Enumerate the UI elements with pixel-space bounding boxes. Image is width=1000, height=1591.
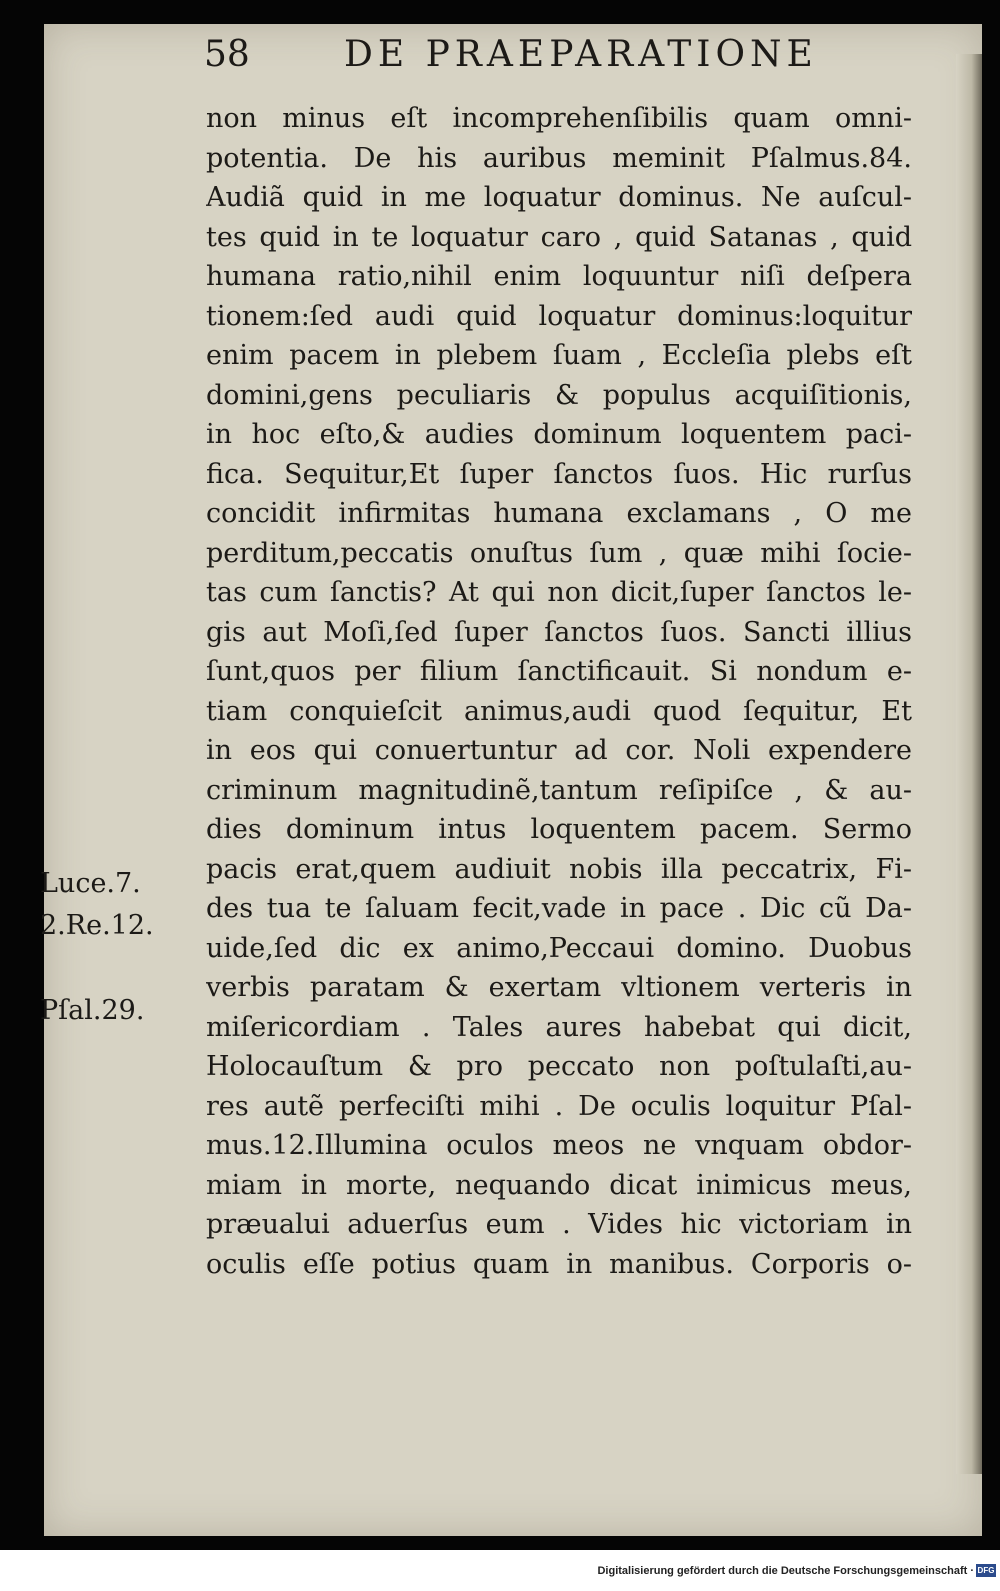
text-line: perditum,peccatis onuſtus ſum , quæ mihi ſocie- — [206, 537, 912, 569]
text-line: præualui aduerſus eum . Vides hic victoriam in — [206, 1209, 912, 1240]
text-line: pacis erat,quem audiuit nobis illa peccatrix, Fi- — [206, 853, 912, 885]
text-line: res autẽ perfeciſti mihi . De oculis loquitur Pſal- — [206, 1090, 912, 1122]
text-line: humana ratio,nihil enim loquuntur niſi deſpera — [206, 261, 912, 292]
text-line: fica. Sequitur,Et ſuper ſanctos ſuos. Hic rurſus — [206, 458, 912, 490]
text-line: miam in morte, nequando dicat inimicus meus, — [206, 1169, 912, 1201]
text-line: verbis paratam & exertam vltionem verteris in — [206, 972, 912, 1003]
text-line: in hoc eſto,& audies dominum loquentem paci- — [206, 419, 912, 450]
text-line: des tua te ſaluam fecit,vade in pace . Dic cũ Da- — [206, 893, 912, 924]
text-line: Audiã quid in me loquatur dominus. Ne auſcul- — [206, 182, 912, 213]
page-number: 58 — [204, 34, 250, 75]
text-line: Holocauſtum & pro peccato non poſtulaſti,au- — [206, 1051, 912, 1082]
text-line: potentia. De his auribus meminit Pſalmus.84. — [206, 142, 912, 174]
text-line: in eos qui conuertuntur ad cor. Noli expendere — [206, 735, 912, 766]
page-edge-shadow — [956, 54, 982, 1474]
text-line: miſericordiam . Tales aures habebat qui dicit, — [206, 1011, 912, 1043]
text-line: criminum magnitudinẽ,tantum reſipiſce , & au- — [206, 774, 912, 806]
page-header — [204, 34, 924, 94]
dfg-logo: DFG — [977, 1566, 995, 1575]
text-line: tionem:ſed audi quid loquatur dominus:loquitur — [206, 300, 912, 332]
text-line: enim pacem in plebem ſuam , Eccleſia plebs eſt — [206, 340, 912, 371]
text-line: oculis eſſe potius quam in manibus. Corporis o- — [206, 1248, 912, 1280]
text-line: uide,ſed dic ex animo,Peccaui domino. Duobus — [206, 932, 912, 964]
body-text — [206, 99, 912, 1284]
margin-note-psalm: Pſal.29. — [40, 995, 145, 1026]
text-line: concidit infirmitas humana exclamans , O me — [206, 498, 912, 529]
text-line: tiam conquieſcit animus,audi quod ſequitur, Et — [206, 695, 912, 727]
running-head: DE PRAEPARATIONE — [344, 34, 818, 75]
text-line: ſunt,quos per filium ſanctificauit. Si nondum e- — [206, 656, 912, 687]
text-line: tes quid in te loquatur caro , quid Satanas , quid — [206, 221, 912, 253]
text-line: mus.12.Illumina oculos meos ne vnquam obdor- — [206, 1130, 912, 1161]
text-line: gis aut Moſi,ſed ſuper ſanctos ſuos. Sancti illius — [206, 616, 912, 648]
funding-credit: Digitalisierung gefördert durch die Deutsche Forschungsgemeinschaft · — [597, 1565, 974, 1577]
text-line: tas cum ſanctis? At qui non dicit,ſuper ſanctos le- — [206, 577, 912, 608]
text-line: dies dominum intus loquentem pacem. Sermo — [206, 814, 912, 845]
text-line: domini,gens peculiaris & populus acquiſitionis, — [206, 379, 912, 411]
margin-note-luce: Luce.7. — [40, 868, 141, 899]
margin-note-reges: 2.Re.12. — [40, 910, 154, 941]
text-line: non minus eſt incomprehenſibilis quam omni- — [206, 103, 912, 134]
